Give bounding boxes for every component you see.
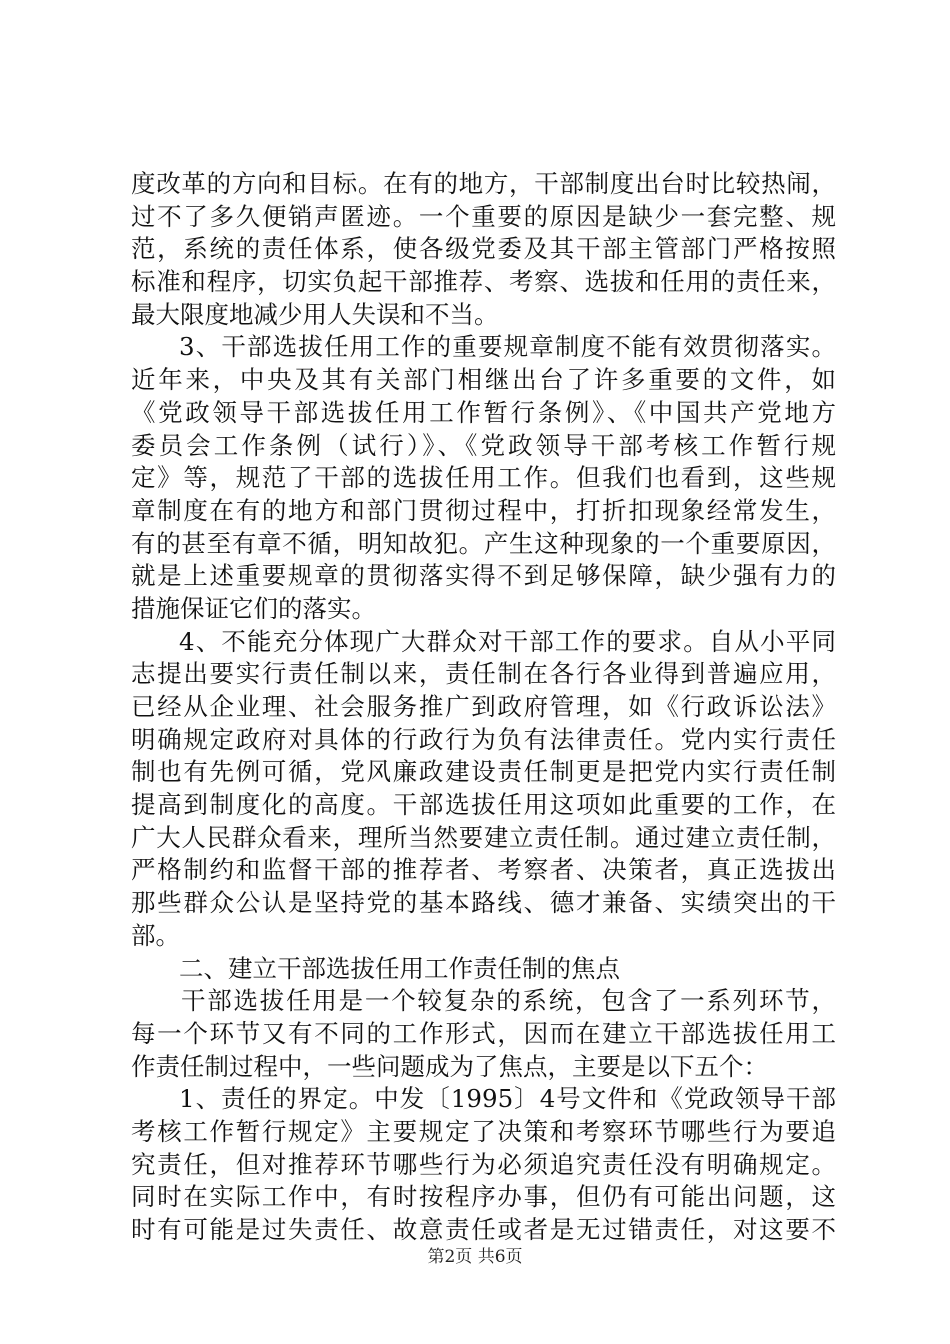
text-line: 同时在实际工作中，有时按程序办事，但仍有可能出问题，这 (131, 1182, 836, 1212)
text-line: 度改革的方向和目标。在有的地方，干部制度出台时比较热闹， (131, 169, 836, 198)
text-line: 部。 (131, 920, 180, 950)
section-heading-1: 1、责任的界定。中发〔1995〕4号文件和《党政领导干部 (179, 1084, 836, 1114)
page-footer (0, 1246, 950, 1268)
body-text (131, 168, 836, 1247)
text-line: 究责任，但对推荐环节哪些行为必须追究责任没有明确规定。 (131, 1149, 836, 1179)
text-line: 明确规定政府对具体的行政行为负有法律责任。党内实行责任 (131, 724, 836, 754)
text-line: 作责任制过程中，一些问题成为了焦点，主要是以下五个： (131, 1051, 768, 1081)
text-line: 最大限度地减少用人失误和不当。 (131, 299, 499, 329)
text-line: 《党政领导干部选拔任用工作暂行条例》、《中国共产党地方 (131, 397, 836, 427)
text-line: 标准和程序，切实负起干部推荐、考察、选拔和任用的责任来， (131, 267, 836, 297)
text-line: 提高到制度化的高度。干部选拔任用这项如此重要的工作，在 (131, 790, 836, 820)
text-line: 定》等，规范了干部的选拔任用工作。但我们也看到，这些规 (131, 463, 836, 493)
text-line: 措施保证它们的落实。 (131, 593, 376, 623)
text-line: 广大人民群众看来，理所当然要建立责任制。通过建立责任制， (131, 822, 836, 852)
text-line: 范，系统的责任体系，使各级党委及其干部主管部门严格按照 (131, 234, 836, 264)
text-line: 制也有先例可循，党风廉政建设责任制更是把党内实行责任制 (131, 757, 836, 787)
text-line: 干部选拔任用是一个较复杂的系统，包含了一系列环节， (181, 986, 836, 1016)
text-line: 每一个环节又有不同的工作形式，因而在建立干部选拔任用工 (131, 1018, 836, 1048)
text-line: 志提出要实行责任制以来，责任制在各行各业得到普遍应用， (131, 659, 836, 689)
text-line: 那些群众公认是坚持党的基本路线、德才兼备、实绩突出的干 (131, 888, 836, 918)
text-line: 严格制约和监督干部的推荐者、考察者、决策者，真正选拔出 (131, 855, 836, 885)
text-line: 有的甚至有章不循，明知故犯。产生这种现象的一个重要原因， (131, 528, 836, 558)
chapter-heading: 二、建立干部选拔任用工作责任制的焦点 (179, 953, 620, 983)
text-line: 章制度在有的地方和部门贯彻过程中，打折扣现象经常发生， (131, 495, 836, 525)
section-heading-4: 4、不能充分体现广大群众对干部工作的要求。自从小平同 (179, 626, 836, 656)
text-line: 就是上述重要规章的贯彻落实得不到足够保障，缺少强有力的 (131, 561, 836, 591)
page-number: 第2页 共6页 (427, 1247, 523, 1267)
text-line: 时有可能是过失责任、故意责任或者是无过错责任，对这要不 (131, 1215, 836, 1244)
section-heading-3: 3、干部选拔任用工作的重要规章制度不能有效贯彻落实。 (179, 332, 836, 362)
text-line: 过不了多久便销声匿迹。一个重要的原因是缺少一套完整、规 (131, 201, 836, 231)
text-line: 近年来，中央及其有关部门相继出台了许多重要的文件，如 (131, 365, 836, 395)
text-line: 考核工作暂行规定》主要规定了决策和考察环节哪些行为要追 (131, 1116, 836, 1146)
text-line: 已经从企业理、社会服务推广到政府管理，如《行政诉讼法》 (131, 692, 836, 721)
text-line: 委员会工作条例（试行）》、《党政领导干部考核工作暂行规 (131, 430, 836, 460)
